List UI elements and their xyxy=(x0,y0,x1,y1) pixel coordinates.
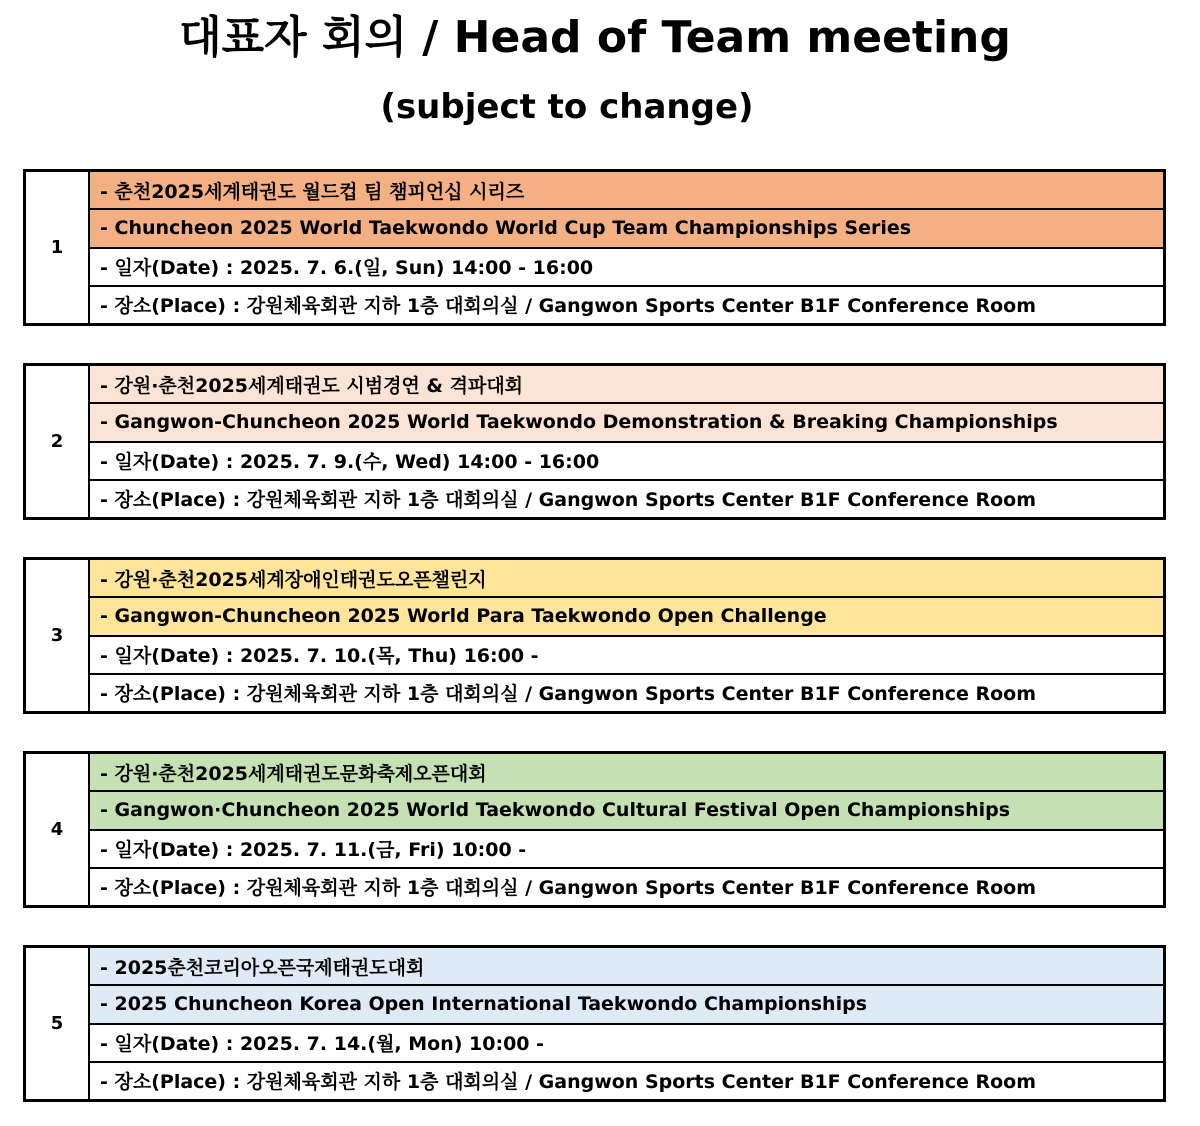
event-name-english: - Chuncheon 2025 World Taekwondo World Cup Team Championships Series xyxy=(90,210,1163,248)
meeting-date: - 일자(Date) : 2025. 7. 14.(월, Mon) 10:00 - xyxy=(90,1025,1163,1063)
meeting-block-2 xyxy=(23,363,1166,520)
meeting-block-5 xyxy=(23,945,1166,1102)
event-name-korean: - 강원·춘천2025세계태권도 시범경연 & 격파대회 xyxy=(90,366,1163,404)
event-name-english: - Gangwon-Chuncheon 2025 World Taekwondo Demonstration & Breaking Championships xyxy=(90,404,1163,442)
meeting-block-4 xyxy=(23,751,1166,908)
meeting-number: 5 xyxy=(26,948,90,1099)
meeting-number: 3 xyxy=(26,560,90,711)
meeting-place: - 장소(Place) : 강원체육회관 지하 1층 대회의실 / Gangwon Sports Center B1F Conference Room xyxy=(100,295,1037,318)
meeting-block-1 xyxy=(23,169,1166,326)
meeting-date: - 일자(Date) : 2025. 7. 11.(금, Fri) 10:00 - xyxy=(90,831,1163,869)
event-name-english: - 2025 Chuncheon Korea Open International Taekwondo Championships xyxy=(90,986,1163,1024)
meeting-date: - 일자(Date) : 2025. 7. 6.(일, Sun) 14:00 - 16:00 xyxy=(90,249,1163,287)
event-name-korean: - 춘천2025세계태권도 월드컵 팀 챔피언십 시리즈 xyxy=(90,172,1163,210)
meeting-place: - 장소(Place) : 강원체육회관 지하 1층 대회의실 / Gangwon Sports Center B1F Conference Room xyxy=(100,1071,1037,1094)
event-name-korean: - 강원·춘천2025세계장애인태권도오픈챌린지 xyxy=(90,560,1163,598)
page-subtitle: (subject to change) xyxy=(380,87,754,127)
meeting-place: - 장소(Place) : 강원체육회관 지하 1층 대회의실 / Gangwon Sports Center B1F Conference Room xyxy=(100,489,1037,512)
meeting-block-3 xyxy=(23,557,1166,714)
meeting-number: 1 xyxy=(26,172,90,323)
meeting-number: 2 xyxy=(26,366,90,517)
event-name-korean: - 2025춘천코리아오픈국제태권도대회 xyxy=(90,948,1163,986)
event-name-korean: - 강원·춘천2025세계태권도문화축제오픈대회 xyxy=(90,754,1163,792)
event-name-english: - Gangwon·Chuncheon 2025 World Taekwondo Cultural Festival Open Championships xyxy=(90,792,1163,830)
event-name-english: - Gangwon-Chuncheon 2025 World Para Taekwondo Open Challenge xyxy=(90,598,1163,636)
meeting-place: - 장소(Place) : 강원체육회관 지하 1층 대회의실 / Gangwon Sports Center B1F Conference Room xyxy=(100,683,1037,706)
meeting-date: - 일자(Date) : 2025. 7. 9.(수, Wed) 14:00 - 16:00 xyxy=(90,443,1163,481)
meeting-number: 4 xyxy=(26,754,90,905)
page-title: 대표자 회의 / Head of Team meeting xyxy=(179,12,1011,63)
meeting-date: - 일자(Date) : 2025. 7. 10.(목, Thu) 16:00 - xyxy=(90,637,1163,675)
meeting-place: - 장소(Place) : 강원체육회관 지하 1층 대회의실 / Gangwon Sports Center B1F Conference Room xyxy=(100,877,1037,900)
